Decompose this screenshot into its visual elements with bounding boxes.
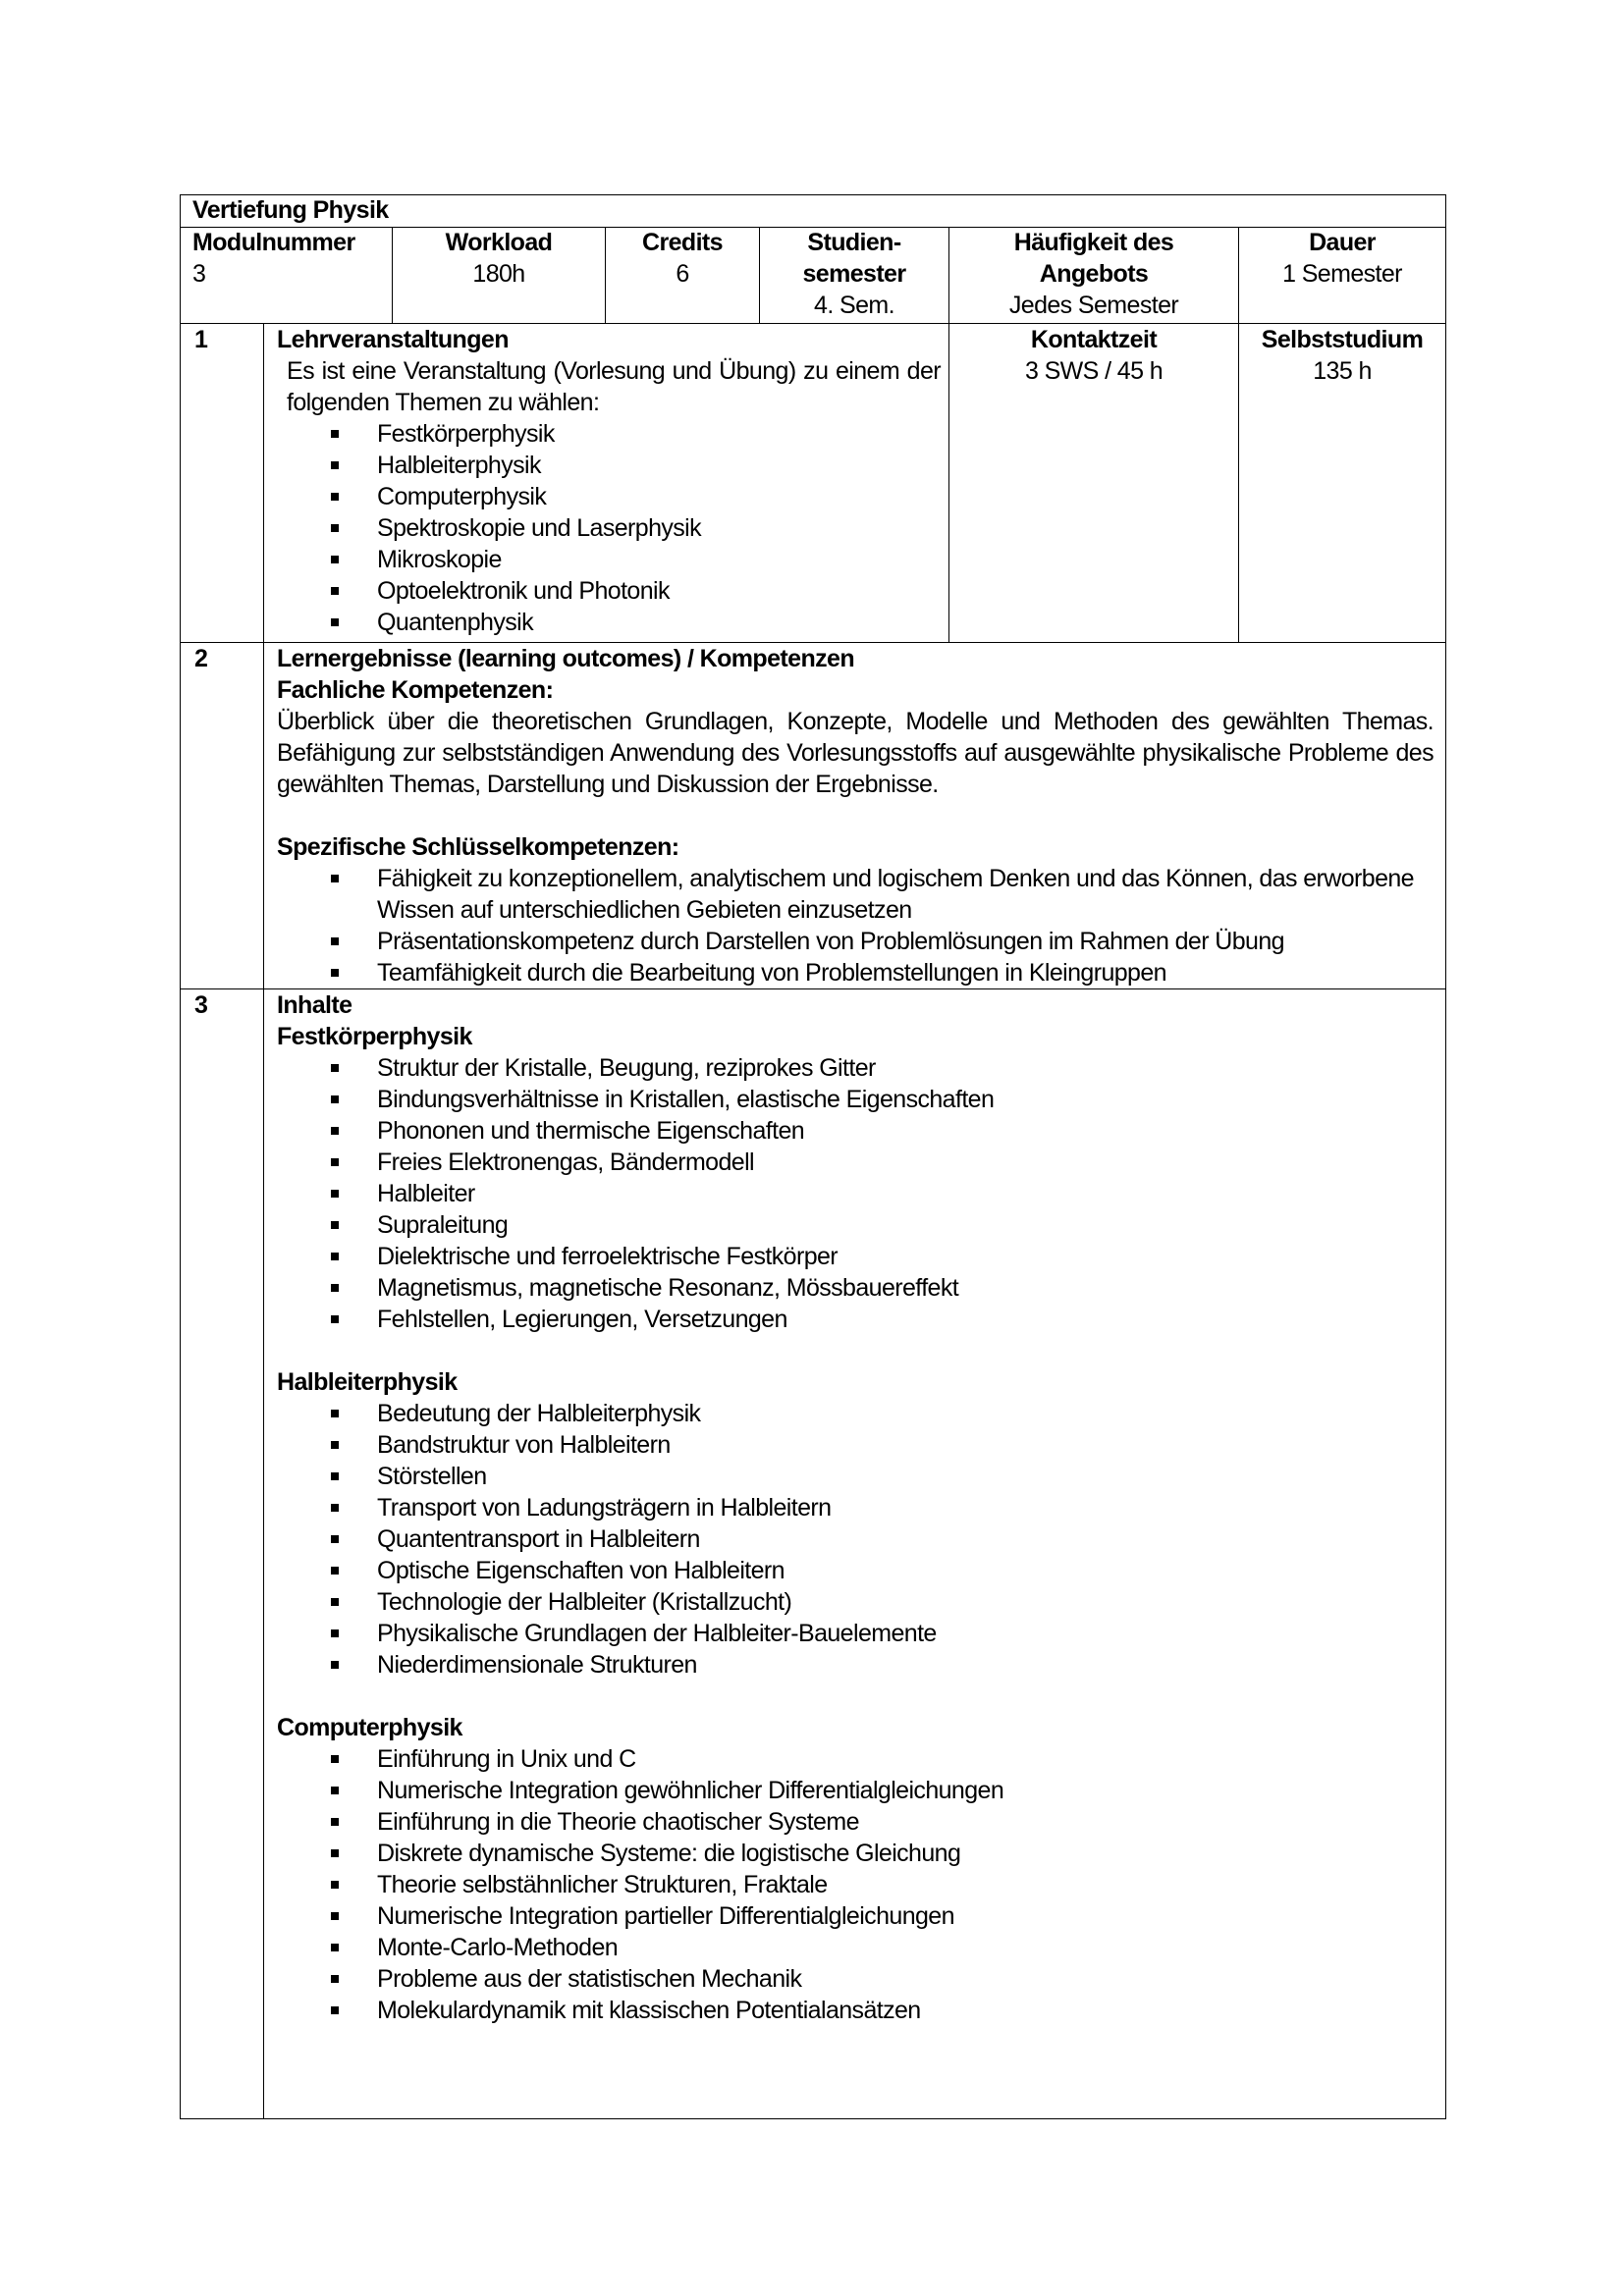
- list-item: Magnetismus, magnetische Resonanz, Mössbauereffekt: [279, 1272, 994, 1304]
- content-group-list: [279, 1398, 937, 1681]
- list-item: Bindungsverhältnisse in Kristallen, elastische Eigenschaften: [279, 1084, 994, 1115]
- bullet-icon: [331, 1881, 339, 1889]
- fachliche-line-2: Befähigung zur selbstständigen Anwendung des Vorlesungsstoffs auf ausgewählte physikalische Probleme des: [277, 739, 1434, 767]
- list-item: Numerische Integration gewöhnlicher Differentialgleichungen: [279, 1775, 1003, 1806]
- rule-v-number-col: [263, 323, 264, 2118]
- credits-label: Credits: [642, 229, 723, 256]
- list-item: Probleme aus der statistischen Mechanik: [279, 1963, 1003, 1995]
- list-item: Mikroskopie: [279, 544, 701, 575]
- studiensemester-label-1: Studien-: [807, 229, 901, 256]
- haeufigkeit-value: Jedes Semester: [1008, 292, 1179, 319]
- content-group-title: Festkörperphysik: [277, 1023, 472, 1050]
- bullet-icon: [331, 430, 339, 438]
- module-title: Vertiefung Physik: [192, 196, 389, 224]
- bullet-icon: [331, 587, 339, 595]
- list-item: Präsentationskompetenz durch Darstellen von Problemlösungen im Rahmen der Übung: [279, 926, 1414, 957]
- bullet-icon: [331, 1221, 339, 1229]
- workload-label: Workload: [445, 229, 553, 256]
- content-group-list: [279, 1743, 1003, 2026]
- bullet-icon: [331, 1535, 339, 1543]
- bullet-icon: [331, 556, 339, 563]
- selbststudium-label: Selbststudium: [1261, 326, 1424, 353]
- bullet-icon: [331, 1472, 339, 1480]
- bullet-icon: [331, 1284, 339, 1292]
- list-item: Einführung in die Theorie chaotischer Systeme: [279, 1806, 1003, 1838]
- bullet-icon: [331, 493, 339, 501]
- list-item: Diskrete dynamische Systeme: die logistische Gleichung: [279, 1838, 1003, 1869]
- list-item: Festkörperphysik: [279, 418, 701, 450]
- list-item: Monte-Carlo-Methoden: [279, 1932, 1003, 1963]
- list-item: Niederdimensionale Strukturen: [279, 1649, 937, 1681]
- list-item: Bandstruktur von Halbleitern: [279, 1429, 937, 1461]
- bullet-icon: [331, 461, 339, 469]
- bullet-icon: [331, 1127, 339, 1135]
- modulnummer-label: Modulnummer: [192, 229, 355, 256]
- dauer-value: 1 Semester: [1282, 260, 1402, 288]
- content-group-title: Computerphysik: [277, 1714, 462, 1741]
- list-item: Teamfähigkeit durch die Bearbeitung von Problemstellungen in Kleingruppen: [279, 957, 1414, 988]
- list-item: Physikalische Grundlagen der Halbleiter-Bauelemente: [279, 1618, 937, 1649]
- bullet-icon: [331, 1661, 339, 1669]
- bullet-icon: [331, 1755, 339, 1763]
- list-item: Optoelektronik und Photonik: [279, 575, 701, 607]
- content-group-title: Halbleiterphysik: [277, 1368, 458, 1396]
- list-item: Quantentransport in Halbleitern: [279, 1523, 937, 1555]
- list-item: Störstellen: [279, 1461, 937, 1492]
- list-item: Fähigkeit zu konzeptionellem, analytischem und logischem Denken und das Können, das erworbene: [279, 863, 1414, 894]
- dauer-label: Dauer: [1309, 229, 1376, 256]
- module-table: [180, 194, 1446, 2119]
- list-item: Einführung in Unix und C: [279, 1743, 1003, 1775]
- section-1-number: 1: [194, 326, 208, 353]
- bullet-icon: [331, 1787, 339, 1794]
- list-item: Theorie selbstähnlicher Strukturen, Fraktale: [279, 1869, 1003, 1900]
- selbststudium-value: 135 h: [1313, 357, 1372, 385]
- bullet-icon: [331, 1441, 339, 1449]
- bullet-icon: [331, 1253, 339, 1260]
- list-item: Bedeutung der Halbleiterphysik: [279, 1398, 937, 1429]
- modulnummer-value: 3: [192, 260, 206, 288]
- fachliche-kompetenzen-heading: Fachliche Kompetenzen:: [277, 676, 554, 704]
- spezifische-kompetenzen-heading: Spezifische Schlüsselkompetenzen:: [277, 833, 679, 861]
- section-1-intro-line-2: folgenden Themen zu wählen:: [287, 389, 600, 416]
- spezifische-list: [279, 863, 1414, 988]
- content-group-list: [279, 1052, 994, 1335]
- list-item: Dielektrische und ferroelektrische Festkörper: [279, 1241, 994, 1272]
- credits-value: 6: [676, 260, 689, 288]
- section-1-intro-line-1: Es ist eine Veranstaltung (Vorlesung und Übung) zu einem der: [287, 357, 941, 385]
- section-1-topic-list: [279, 418, 701, 638]
- bullet-icon: [331, 524, 339, 532]
- kontaktzeit-value: 3 SWS / 45 h: [1024, 357, 1164, 385]
- bullet-icon: [331, 1944, 339, 1951]
- fachliche-line-3: gewählten Themas, Darstellung und Diskussion der Ergebnisse.: [277, 771, 939, 798]
- studiensemester-label-2: semester: [802, 260, 906, 288]
- bullet-icon: [331, 2006, 339, 2014]
- bullet-icon: [331, 1504, 339, 1512]
- bullet-icon: [331, 875, 339, 882]
- section-2-heading: Lernergebnisse (learning outcomes) / Kompetenzen: [277, 645, 854, 672]
- rule-section2: [181, 988, 1445, 989]
- section-2-number: 2: [194, 645, 208, 672]
- bullet-icon: [331, 1095, 339, 1103]
- bullet-icon: [331, 969, 339, 977]
- bullet-icon: [331, 1158, 339, 1166]
- list-item: Computerphysik: [279, 481, 701, 512]
- list-item: Freies Elektronengas, Bändermodell: [279, 1147, 994, 1178]
- bullet-icon: [331, 937, 339, 945]
- kontaktzeit-label: Kontaktzeit: [1030, 326, 1158, 353]
- bullet-icon: [331, 1629, 339, 1637]
- list-item: Optische Eigenschaften von Halbleitern: [279, 1555, 937, 1586]
- section-1-heading: Lehrveranstaltungen: [277, 326, 509, 353]
- studiensemester-value: 4. Sem.: [814, 292, 894, 319]
- haeufigkeit-label-2: Angebots: [1039, 260, 1149, 288]
- bullet-icon: [331, 1912, 339, 1920]
- list-item: Molekulardynamik mit klassischen Potentialansätzen: [279, 1995, 1003, 2026]
- bullet-icon: [331, 1849, 339, 1857]
- list-item: Phononen und thermische Eigenschaften: [279, 1115, 994, 1147]
- haeufigkeit-label-1: Häufigkeit des: [1013, 229, 1174, 256]
- list-item: Spektroskopie und Laserphysik: [279, 512, 701, 544]
- section-3-number: 3: [194, 991, 208, 1019]
- bullet-icon: [331, 1567, 339, 1575]
- list-item: Halbleiterphysik: [279, 450, 701, 481]
- list-item: Transport von Ladungsträgern in Halbleitern: [279, 1492, 937, 1523]
- list-item-continuation: Wissen auf unterschiedlichen Gebieten einzusetzen: [377, 896, 912, 924]
- bullet-icon: [331, 1598, 339, 1606]
- bullet-icon: [331, 1064, 339, 1072]
- list-item: Quantenphysik: [279, 607, 701, 638]
- section-3-heading: Inhalte: [277, 991, 352, 1019]
- bullet-icon: [331, 1190, 339, 1198]
- list-item: Numerische Integration partieller Differentialgleichungen: [279, 1900, 1003, 1932]
- bullet-icon: [331, 1410, 339, 1417]
- list-item: Fehlstellen, Legierungen, Versetzungen: [279, 1304, 994, 1335]
- bullet-icon: [331, 1315, 339, 1323]
- list-item: Struktur der Kristalle, Beugung, reziprokes Gitter: [279, 1052, 994, 1084]
- list-item: Supraleitung: [279, 1209, 994, 1241]
- bullet-icon: [331, 1975, 339, 1983]
- list-item: Technologie der Halbleiter (Kristallzucht): [279, 1586, 937, 1618]
- fachliche-line-1: Überblick über die theoretischen Grundlagen, Konzepte, Modelle und Methoden des gewählten Themas.: [277, 708, 1434, 735]
- bullet-icon: [331, 618, 339, 626]
- list-item: Halbleiter: [279, 1178, 994, 1209]
- bullet-icon: [331, 1818, 339, 1826]
- workload-value: 180h: [472, 260, 525, 288]
